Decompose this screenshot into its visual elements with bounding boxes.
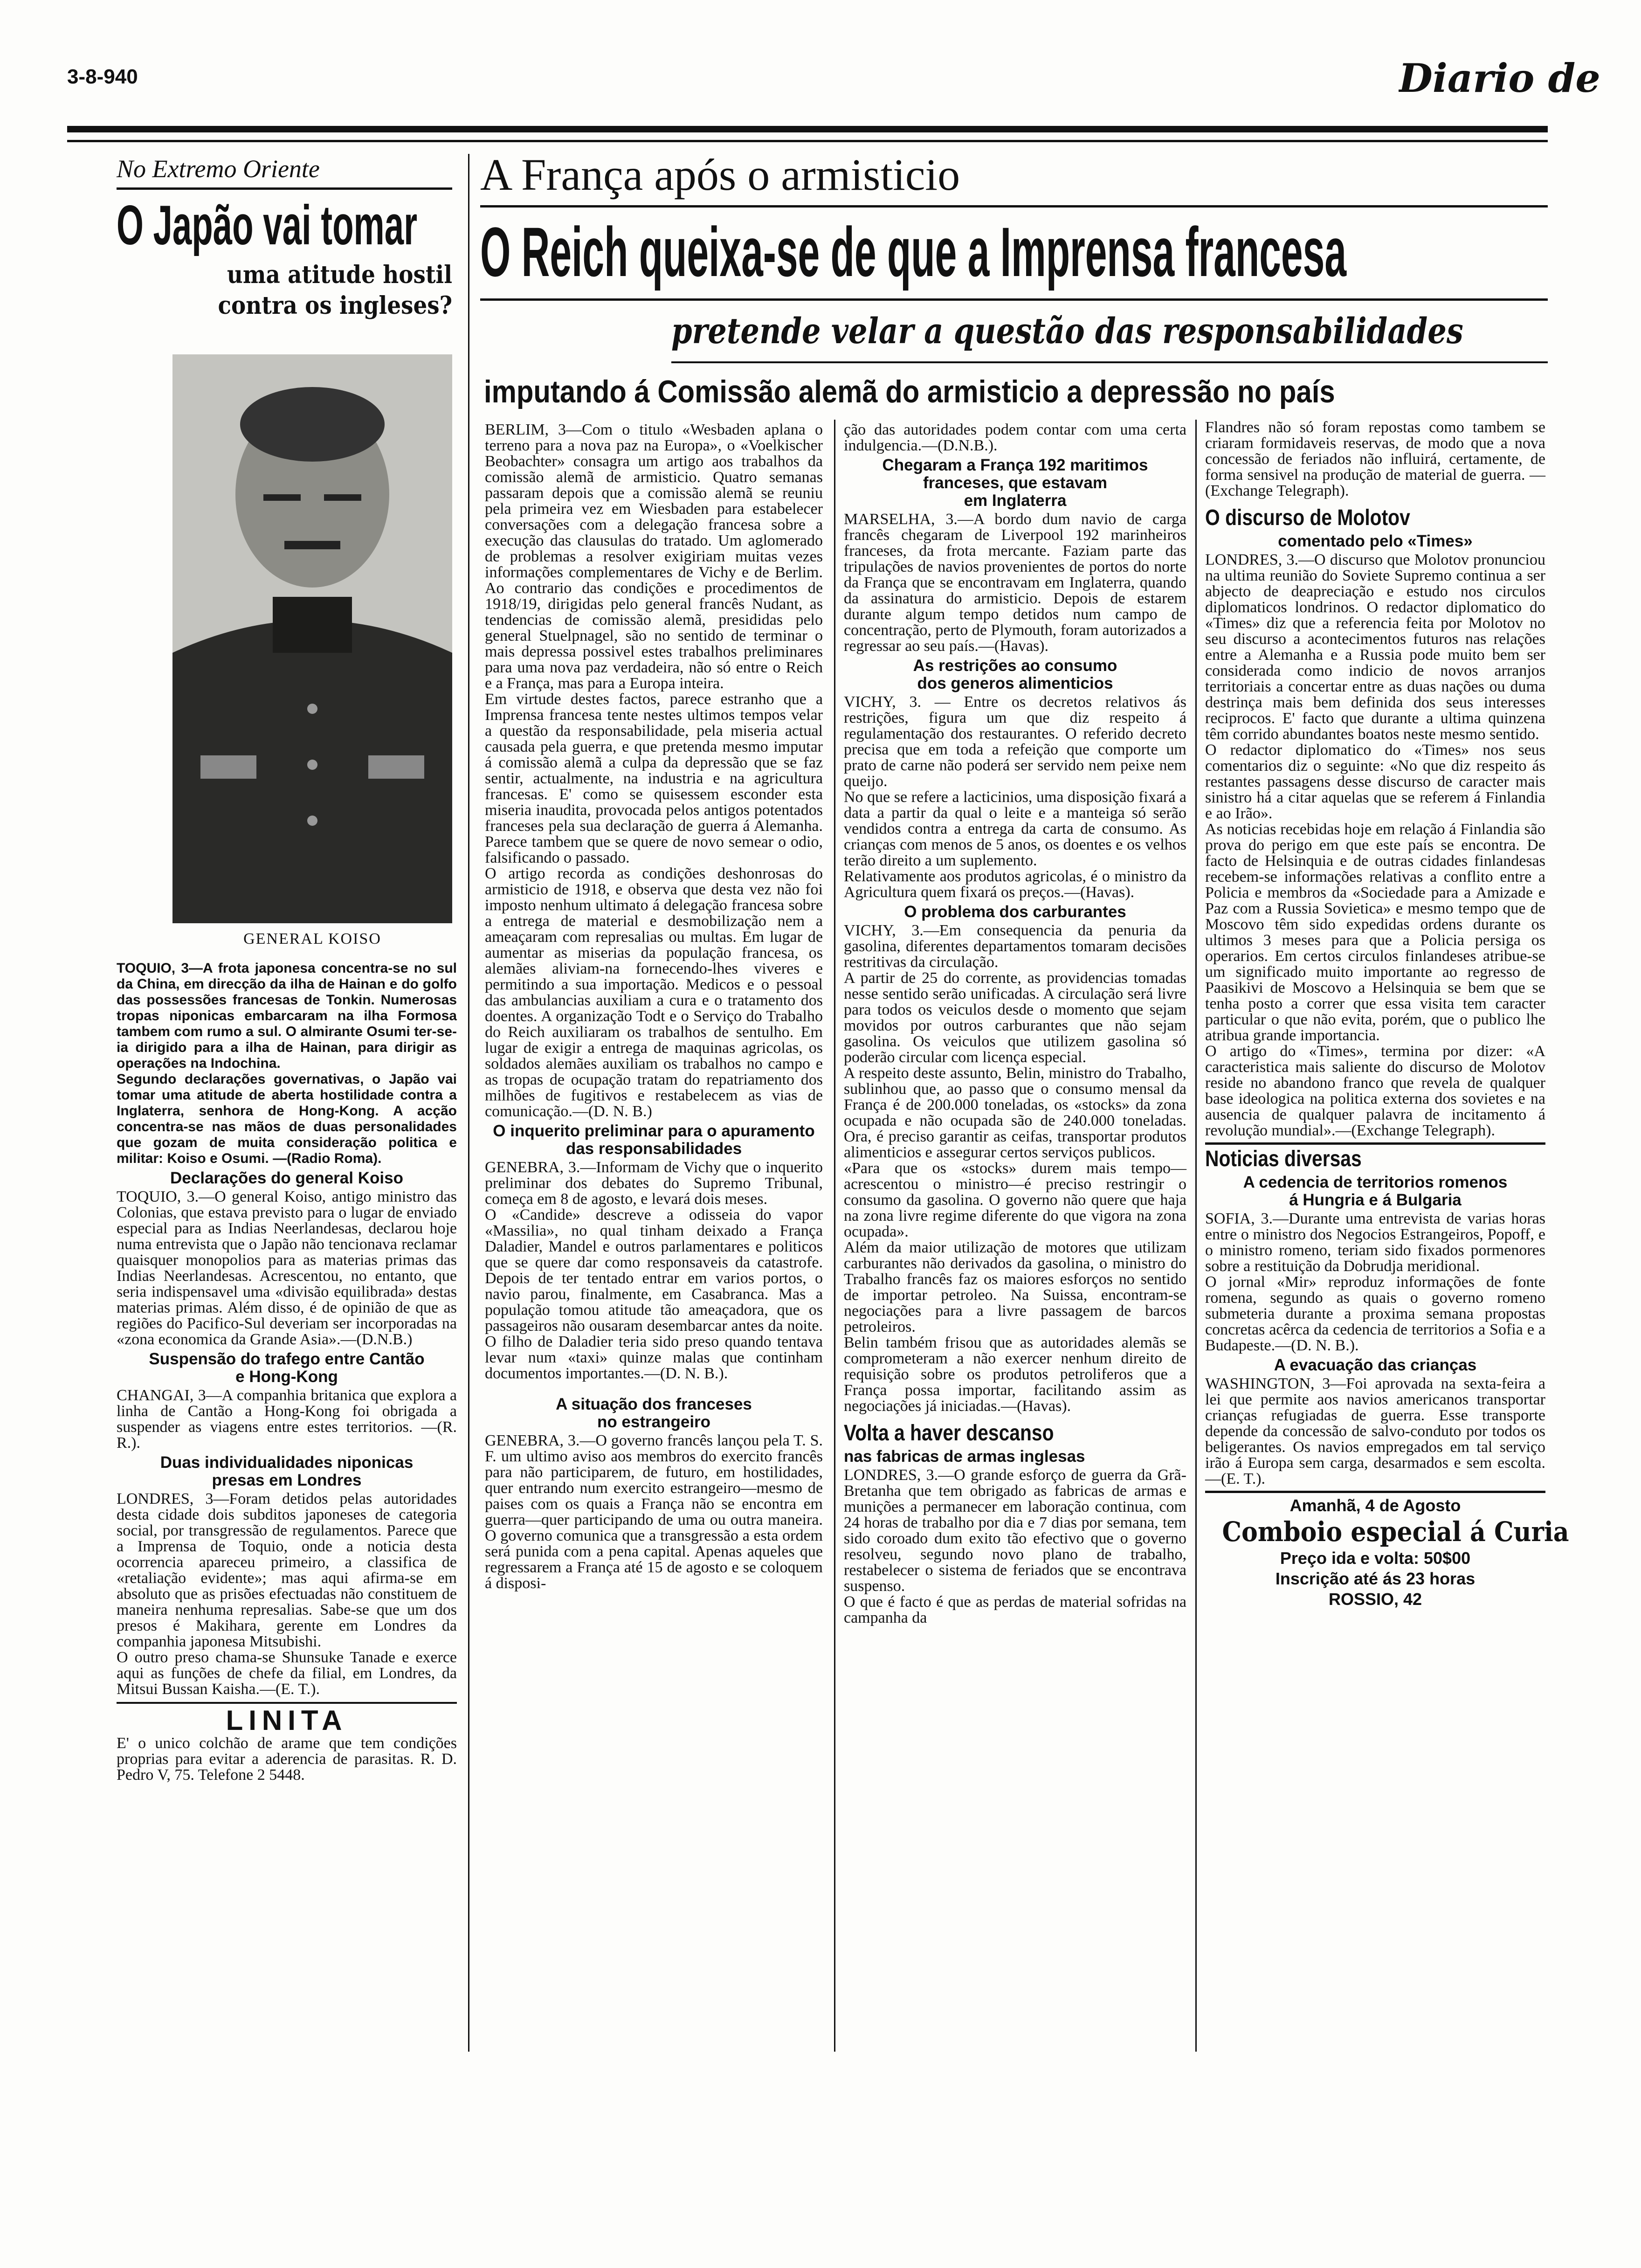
curia-ad-inscription: Inscrição até ás 23 horas: [1275, 1569, 1476, 1588]
left-headline: O Japão vai tomar: [117, 194, 418, 256]
left-column-body: [117, 961, 457, 1783]
masthead-rule-thick: [67, 126, 1548, 132]
left-text-koiso: TOQUIO, 3.—O general Koiso, antigo ministro das Colonias, que estava previsto para o lugar de enviado especial para as Indias Neerlandesas, declarou hoje numa entrevista que o Japão não tencionava reclamar quaisquer monopolios para as materias primas das Indias Neerlandesas. Acrescentou, no entanto, que seria indispensavel uma «divisão equilibrada» destas materias primas. Além disso, é de opinião de que as regiões do Pacifico-Sul deveriam ser incorporadas na «zona economica da Grande Asia».—(D.N.B.): [117, 1188, 457, 1348]
col2-heading-situacao: A situação dos franceses no estrangeiro: [556, 1395, 752, 1431]
col4-text-cedencia: SOFIA, 3.—Durante uma entrevista de varias horas entre o ministro dos Negocios Estrangeiros, Popoff, e o ministro romeno, teriam sido fixados pormenores sobre a restituição da Dobrudja meridional. O jornal «Mir» reproduz informações de fonte romena, segundo as quais o governo romeno submeteria durante a proxima semana propostas concretas acêrca da cedencia de territorios a Sofia e a Budapeste.—(D. N. B.).: [1205, 1210, 1545, 1354]
left-heading-duas: Duas individualidades niponicas presas em Londres: [160, 1453, 414, 1489]
left-subheadline: uma atitude hostil contra os ingleses?: [218, 261, 452, 320]
left-heading-koiso: Declarações do general Koiso: [170, 1169, 403, 1187]
curia-ad-address: ROSSIO, 42: [1328, 1590, 1422, 1609]
col4-text-molotov: LONDRES, 3.—O discurso que Molotov pronunciou na ultima reunião do Soviete Supremo continua a ser abjecto de deapreciação e estudo nos circulos diplomaticos londrinos. O redactor diplomatico do «Times» diz que a referencia feita por Molotov no seu discurso a acontecimentos futuros nas relações entre a Alemanha e a Russia pode muito bem ser considerada como indicio de novos arranjos territoriais a concertar entre as duas nações ou duma destrinça mais bem definida dos seus interesses reciprocos. E' facto que durante a ultima quinzena têm corrido abundantes boatos neste mesmo sentido. O redactor diplomatico do «Times» nos seus comentarios diz o seguinte: «No que diz respeito ás restantes passagens desse discurso de caracter mais sinistro há a citar aquelas que se referem á Finlandia e ao Irão». As noticias recebidas hoje em relação á Finlandia são prova do perigo em que este país se encontra. De facto de Helsinquia e de outras cidades finlandesas recebem-se informações relativas a conflito entre a Policia e membros da «Sociedade para a Amizade e Paz com a Russia Sovietica» e mesmo tempo que de Moscovo têm sido expedidas ordens durante os ultimos 3 meses para que a Policia persiga os operarios. Em certos circulos finlandeses atribue-se um significado muito importante ao regresso de Paasikivi de Moscovo a Helsinquia se bem que se tenha posto a correr que essa visita tem caracter particular o que não evita, porém, que o publico lhe atribua grande importancia. O artigo do «Times», termina por dizer: «A caracteristica mais saliente do discurso de Molotov reside no abandono franco que revela de qualquer base ideologica na politica externa dos sovietes e na ausencia de qualquer palavra de incitamento á revolução mundial».—(Exchange Telegraph).: [1205, 551, 1545, 1139]
column-3: [844, 422, 1186, 1626]
left-column: [117, 154, 452, 321]
col4-heading-noticias: Noticias diversas: [1205, 1147, 1362, 1171]
paper-name: Diario de: [1399, 55, 1600, 101]
main-kicker-rule: [480, 205, 1548, 207]
column-divider-3: [1195, 420, 1197, 2052]
col3-heading-carburantes: O problema dos carburantes: [904, 903, 1126, 921]
col3-text-descanso: LONDRES, 3.—O grande esforço de guerra da Grã-Bretanha que tem obrigado as fabricas de armas e munições a permanecer em laboração continua, com 24 horas de trabalho por dia e 7 dias por semana, tem sido coroado dum exito tão efectivo que o governo resolveu, segundo novo plano de trabalho, restabelecer o sistema de feriados que se encontrava suspenso. O que é facto é que as perdas de material sofridas na campanha da: [844, 1466, 1186, 1626]
main-deck-2: imputando á Comissão alemã do armisticio a depressão no país: [484, 374, 1335, 409]
col3-heading-restricoes: As restrições ao consumo dos generos alimenticios: [913, 657, 1117, 692]
col4-text-evacuacao: WASHINGTON, 3—Foi aprovada na sexta-feira a lei que permite aos navios americanos transportar crianças refugiadas de guerra. Esse transporte depende da concessão de salvo-conduto por todos os beligerantes. Os navios empregados em tal serviço irão á Europa sem carga, desarmados e sem escolta.—(E. T.).: [1205, 1375, 1545, 1487]
left-text-duas: LONDRES, 3—Foram detidos pelas autoridades desta cidade dois subditos japoneses de categoria social, por transgressão de regulamentos. Parece que a Imprensa de Toquio, onde a noticia desta ocorrencia apareceu primeiro, a classifica de «retaliação evidente»; mas aqui afirma-se em absoluto que as prisões efectuadas não constituem de maneira nenhuma represalias. Sabe-se que um dos presos é Makihara, gerente em Londres da companhia japonesa Mitsubishi. O outro preso chama-se Shunsuke Tanade e exerce aqui as funções de chefe da filial, em Londres, da Mitsui Bussan Kaisha.—(E. T.).: [117, 1490, 457, 1698]
column-divider-1: [468, 154, 469, 2052]
col2-text-situacao: GENEBRA, 3.—O governo francês lançou pela T. S. F. um ultimo aviso aos membros do exercito francês para não participarem, de futuro, em hostilidades, quer entrando num exercito estrangeiro—mesmo de paises com os quais a França não se encontra em guerra—quer participando de uma ou outra maneira. O governo comunica que a transgressão a esta ordem será punida com a pena capital. Apenas aqueles que regressarem a França até 15 de agosto e se coloquem á disposi-: [485, 1432, 823, 1592]
left-text-trafego: CHANGAI, 3—A companhia britanica que explora a linha de Cantão a Hong-Kong foi obrigada a suspender as viagens entre estes territorios. —(R. R.).: [117, 1387, 457, 1452]
main-headline: O Reich queixa-se de que a Imprensa francesa: [480, 213, 1347, 291]
col2-text-inquerito: GENEBRA, 3.—Informam de Vichy que o inquerito preliminar dos debates do Supremo Tribunal, começa em 8 de agosto, e levará dois meses. O «Candide» descreve a odisseia do vapor «Massilia», no qual tinham deixado a França Daladier, Mandel e outros parlamentares e politicos que se quere dar como responsaveis da catastrofe. Depois de ter tentado entrar em varios portos, o navio parou, finalmente, em Casabranca. Mas a população tomou atitude tão ameaçadora, que os passageiros não ousaram desembarcar antes da noite. O filho de Daladier teria sido preso quando tentava levar num «taxi» quinze malas que continham documentos importantes.—(D. N. B.).: [485, 1159, 823, 1382]
curia-ad-date: Amanhã, 4 de Agosto: [1289, 1496, 1461, 1515]
portrait-illustration: [172, 354, 452, 923]
left-kicker: No Extremo Oriente: [117, 155, 320, 183]
col3-heading-marselha: Chegaram a França 192 maritimos franceses, que estavam em Inglaterra: [882, 456, 1148, 510]
left-lead-paragraph: TOQUIO, 3—A frota japonesa concentra-se no sul da China, em direcção da ilha de Hainan e do golfo das possessões francesas de Tonkin. Numerosas tropas niponicas embarcaram na ilha Formosa tambem com rumo a sul. O almirante Osumi ter-se-ia dirigido para a ilha de Hainan, para dirigir as operações na Indochina. Segundo declarações governativas, o Japão vai tomar uma atitude de aberta hostilidade contra a Inglaterra, senhora de Hong-Kong. A acção concentra-se nas mãos de duas personalidades que gozam de muita consideração politica e militar: Koiso e Osumi. —(Radio Roma).: [117, 961, 457, 1166]
col4-heading-evacuacao: A evacuação das crianças: [1274, 1356, 1477, 1374]
col4-heading-cedencia: A cedencia de territorios romenos á Hungria e á Bulgaria: [1243, 1173, 1508, 1209]
col4-heading-molotov: O discurso de Molotov: [1205, 505, 1410, 530]
col3-text-marselha: MARSELHA, 3.—A bordo dum navio de carga francês chegaram de Liverpool 192 marinheiros franceses, da frota mercante. Faziam parte das tripulações de navios provenientes de portos do norte da França que se encontravam em Inglaterra, quando da assinatura do armisticio. Depois de estarem durante algum tempo detidos num campo de concentração, perto de Plymouth, foram autorizados a regressar ao seu país.—(Havas).: [844, 511, 1186, 655]
main-deck-rule: [671, 361, 1548, 363]
left-heading-trafego: Suspensão do trafego entre Cantão e Hong-Kong: [149, 1350, 425, 1386]
col3-subheading-descanso: nas fabricas de armas inglesas: [844, 1447, 1085, 1466]
col3-text-restricoes: VICHY, 3. — Entre os decretos relativos ás restrições, figura um que diz respeito á regulamentação dos restaurantes. O referido decreto precisa que em toda a refeição que comporte um prato de carne não poderá ser servido nem peixe nem queijo. No que se refere a lacticinios, uma disposição fixará a data a partir da qual o leite e a manteiga só serão vendidos contra a entrega da carta de consumo. As crianças com menos de 5 anos, os doentes e os velhos terão direito a um suplemento. Relativamente aos produtos agricolas, é o ministro da Agricultura quem fixará os preços.—(Havas).: [844, 693, 1186, 901]
main-kicker: A França após o armisticio: [480, 150, 960, 200]
col2-text-berlim: BERLIM, 3—Com o titulo «Wesbaden aplana o terreno para a nova paz na Europa», o «Voelkischer Beobachter» consagra um artigo aos trabalhos da comissão alemã de armisticio. Quatro semanas passaram depois que a comissão alemã se reuniu pela primeira vez em Wiesbaden para estabelecer conversações com a delegação francesa sobre a execução das clausulas do tratado. Um aglomerado de problemas a resolver exigiriam muitas vezes informações complementares de Vichy e de Berlim. Ao contrario das condições e procedimentos de 1918/19, dirigidas pelo general francês Nudant, as tendencias de comissão alemã, presididas pelo general Stuelpnagel, são no sentido de terminar o mais depressa possivel estes trabalhos preliminares para uma nova paz verdadeira, não só entre o Reich e a França, mas para a Europa inteira. Em virtude destes factos, parece estranho que a Imprensa francesa tente nestes ultimos tempos velar a questão da responsabilidade, pela miseria actual causada pela guerra, e que pretenda mesmo imputar á comissão alemã a culpa da depressão que se faz sentir, actualmente, na industria e na agricultura francesas. E' como se quisessem esconder esta miseria inaudita, provocada pelos antigos potentados franceses pela sua declaração de guerra á Alemanha. Parece tambem que se quere de novo semear o odio, falsificando o passado. O artigo recorda as condições deshonrosas do armisticio de 1918, e observa que desta vez não foi imposto nenhum ultimato á delegação francesa sobre a entrega de material e desmobilização nem a ameaçaram com represalias ou multas. Em lugar de aumentar as miserias da população francesa, os alemães aliviam-na fornecendo-lhes viveres e permitindo a sua importação. Medicos e o pessoal das ambulancias auxiliam a cura e o tratamento dos doentes. A organização Todt e o Serviço do Trabalho do Reich auxiliaram os trabalhos de sentulho. Em lugar de exigir a entrega de maquinas agricolas, os soldados alemães auxiliam os trabalhos no campo e as tropas de ocupação tratam do repatriamento dos milhões de fugitivos e restabelecem as vias de comunicação.—(D. N. B.): [485, 421, 823, 1120]
col3-text-carburantes: VICHY, 3.—Em consequencia da penuria da gasolina, diferentes departamentos tomaram decisões restritivas da circulação. A partir de 25 do corrente, as providencias tomadas nesse sentido serão unificadas. A circulação será livre para todos os veiculos desde o momento que sejam movidos por outros carburantes que não sejam gasolina. Os veiculos que utilizem gasolina só poderão circular com licença especial. A respeito deste assunto, Belin, ministro do Trabalho, sublinhou que, ao passo que o consumo mensal da França é de 200.000 toneladas, os «stocks» da zona ocupada e não ocupada são de 240.000 toneladas. Ora, é preciso garantir as ceifas, transportar produtos alimenticios e assegurar certos serviços publicos. «Para que os «stocks» durem mais tempo—acrescentou o ministro—é preciso restringir o consumo da gasolina. O governo não quere que haja na zona livre regime diferente do que vigora na zona ocupada». Além da maior utilização de motores que utilizam carburantes não derivados da gasolina, o ministro do Trabalho francês faz os maiores esforços no sentido de importar petroleo. Na Suissa, encontram-se negociações para a livre passagem de barcos petroleiros. Belin também frisou que as autoridades alemãs se comprometeram a não exercer nenhum direito de requisição sobre os produtos petroliferos que a França possa importar, facilitando assim as negociações já iniciadas.—(Havas).: [844, 922, 1186, 1415]
column-4: [1205, 419, 1569, 1610]
col4-subheading-molotov: comentado pelo «Times»: [1278, 532, 1473, 550]
main-deck-1: pretende velar a questão das responsabilidades: [671, 310, 1463, 352]
curia-ad-title: Comboio especial á Curia: [1222, 1516, 1569, 1548]
page-date: 3-8-940: [67, 65, 138, 88]
col3-text-cont: ção das autoridades podem contar com uma certa indulgencia.—(D.N.B.).: [844, 421, 1186, 454]
main-headline-rule: [480, 298, 1548, 301]
general-koiso-photo: [172, 354, 452, 923]
curia-ad-price: Preço ida e volta: 50$00: [1280, 1549, 1471, 1568]
column-divider-2: [834, 420, 835, 2052]
linita-ad-title: LINITA: [226, 1705, 348, 1736]
linita-ad-text: E' o unico colchão de arame que tem condições proprias para evitar a aderencia de parasitas. R. D. Pedro V, 75. Telefone 2 5448.: [117, 1735, 457, 1784]
photo-caption: GENERAL KOISO: [243, 930, 381, 947]
masthead-rule-thin: [67, 140, 1548, 142]
col3-heading-descanso: Volta a haver descanso: [844, 1421, 1054, 1445]
col2-heading-inquerito: O inquerito preliminar para o apuramento das responsabilidades: [493, 1122, 815, 1158]
col4-text-cont: Flandres não só foram repostas como tambem se criaram formidaveis reservas, de modo que a nova concessão de feriados não influirá, certamente, de forma sensivel na produção de material de guerra. — (Exchange Telegraph).: [1205, 419, 1545, 499]
column-2: [485, 422, 823, 1591]
